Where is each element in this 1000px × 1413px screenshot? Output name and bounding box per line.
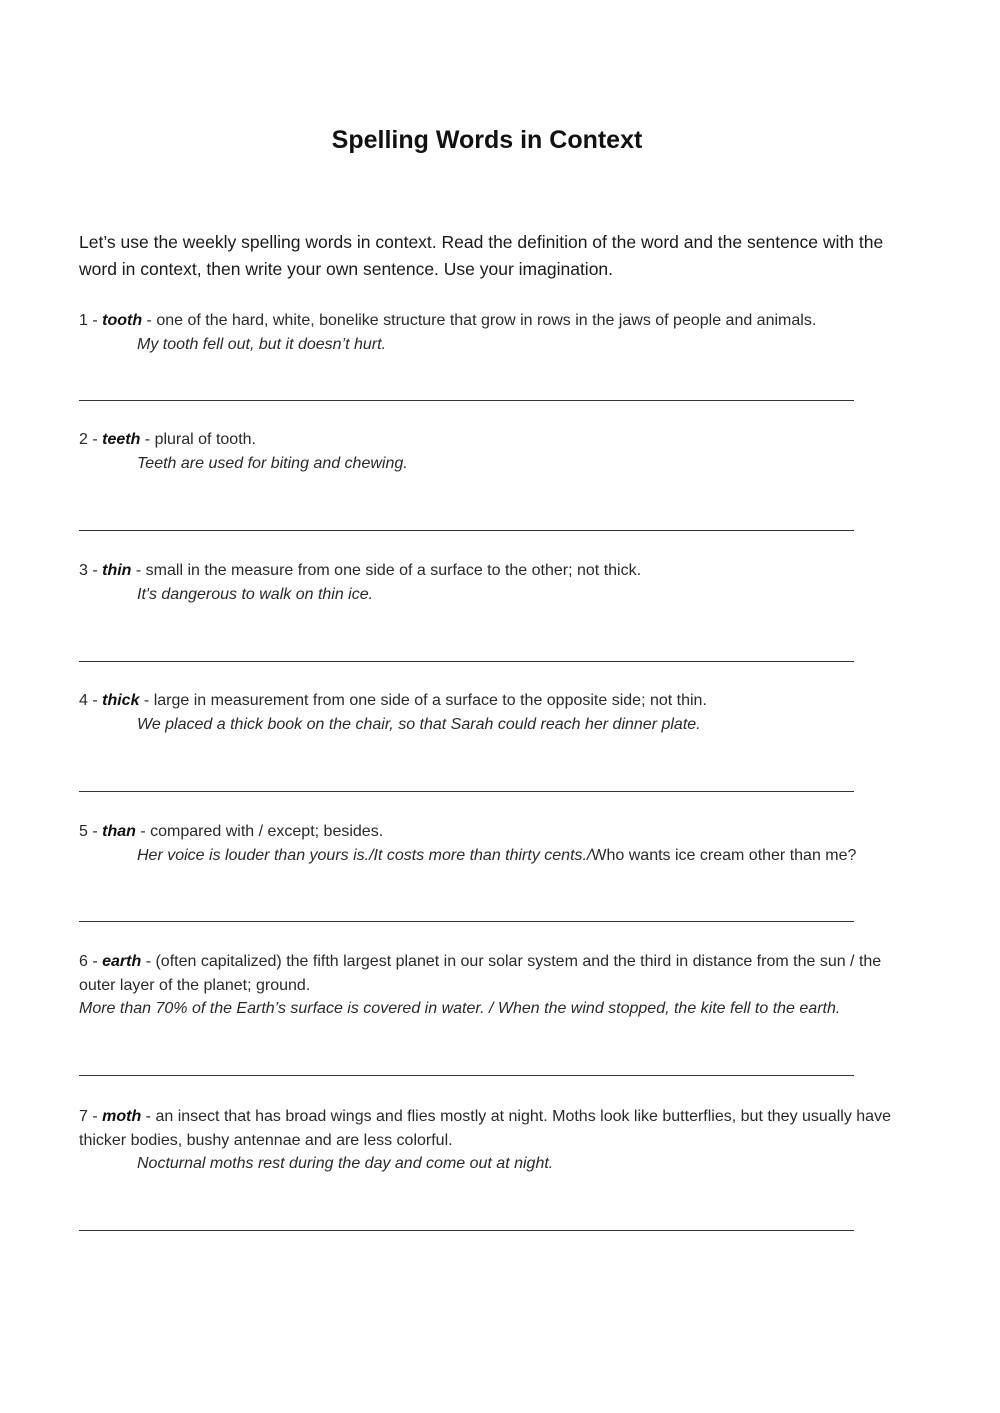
item-number: 2 - — [79, 431, 103, 448]
answer-line-6[interactable] — [79, 1075, 854, 1076]
item-definition — [79, 428, 909, 452]
answer-line-2[interactable] — [79, 530, 854, 531]
item-definition — [79, 1105, 909, 1152]
spelling-word: tooth — [102, 312, 143, 329]
example-sentence: We placed a thick book on the chair, so that Sarah could reach her dinner plate. — [137, 715, 701, 733]
answer-line-7[interactable] — [79, 1230, 854, 1231]
example-sentence-italic: Her voice is louder than yours is./It costs more than thirty cents./ — [137, 846, 592, 864]
spelling-item-5 — [79, 820, 909, 867]
answer-line-1[interactable] — [79, 400, 854, 401]
item-definition — [79, 950, 909, 997]
page-title: Spelling Words in Context — [331, 126, 643, 154]
item-number: 1 - — [79, 312, 103, 329]
item-number: 3 - — [79, 562, 103, 579]
spelling-word: than — [102, 823, 136, 840]
spelling-word: moth — [102, 1108, 142, 1125]
item-number: 6 - — [79, 953, 103, 970]
answer-line-3[interactable] — [79, 661, 854, 662]
item-number: 5 - — [79, 823, 103, 840]
instructions-paragraph: Let’s use the weekly spelling words in context. Read the definition of the word and the sentence with the word in context, then write your own sentence. Use your imagination. — [79, 232, 884, 279]
spelling-item-1 — [79, 309, 909, 356]
example-sentence: Teeth are used for biting and chewing. — [137, 454, 408, 472]
answer-line-4[interactable] — [79, 791, 854, 792]
spelling-word: thin — [102, 562, 132, 579]
definition-text: - small in the measure from one side of a surface to the other; not thick. — [131, 562, 642, 579]
definition-text: - plural of tooth. — [140, 431, 256, 448]
example-sentence — [79, 844, 909, 868]
definition-text: - one of the hard, white, bonelike structure that grow in rows in the jaws of people and animals. — [142, 312, 817, 329]
definition-text: - (often capitalized) the fifth largest planet in our solar system and the third in distance from the sun / the outer layer of the planet; ground. — [79, 953, 882, 994]
item-definition — [79, 820, 909, 844]
definition-text: - large in measurement from one side of a surface to the opposite side; not thin. — [139, 692, 707, 709]
example-sentence: It's dangerous to walk on thin ice. — [137, 585, 374, 603]
spelling-word: earth — [102, 953, 142, 970]
definition-text: - compared with / except; besides. — [135, 823, 384, 840]
example-sentence-upright: Who wants ice cream other than me? — [591, 846, 857, 864]
item-number: 7 - — [79, 1108, 103, 1125]
example-sentence: My tooth fell out, but it doesn’t hurt. — [137, 335, 387, 353]
example-sentence: Nocturnal moths rest during the day and come out at night. — [137, 1155, 554, 1172]
spelling-item-2 — [79, 428, 909, 475]
item-definition — [79, 689, 909, 713]
definition-text: - an insect that has broad wings and flies mostly at night. Moths look like butterflies, but they usually have thicker bodies, bushy antennae and are less colorful. — [79, 1108, 891, 1149]
spelling-item-3 — [79, 559, 909, 606]
spelling-item-7 — [79, 1105, 909, 1176]
item-definition — [79, 309, 909, 333]
item-number: 4 - — [79, 692, 103, 709]
item-definition — [79, 559, 909, 583]
spelling-word: thick — [102, 692, 140, 709]
spelling-item-6 — [79, 950, 909, 1021]
spelling-item-4 — [79, 689, 909, 736]
answer-line-5[interactable] — [79, 921, 854, 922]
spelling-word: teeth — [102, 431, 141, 448]
example-sentence: More than 70% of the Earth’s surface is covered in water. / When the wind stopped, the kite fell to the earth. — [79, 1000, 841, 1017]
